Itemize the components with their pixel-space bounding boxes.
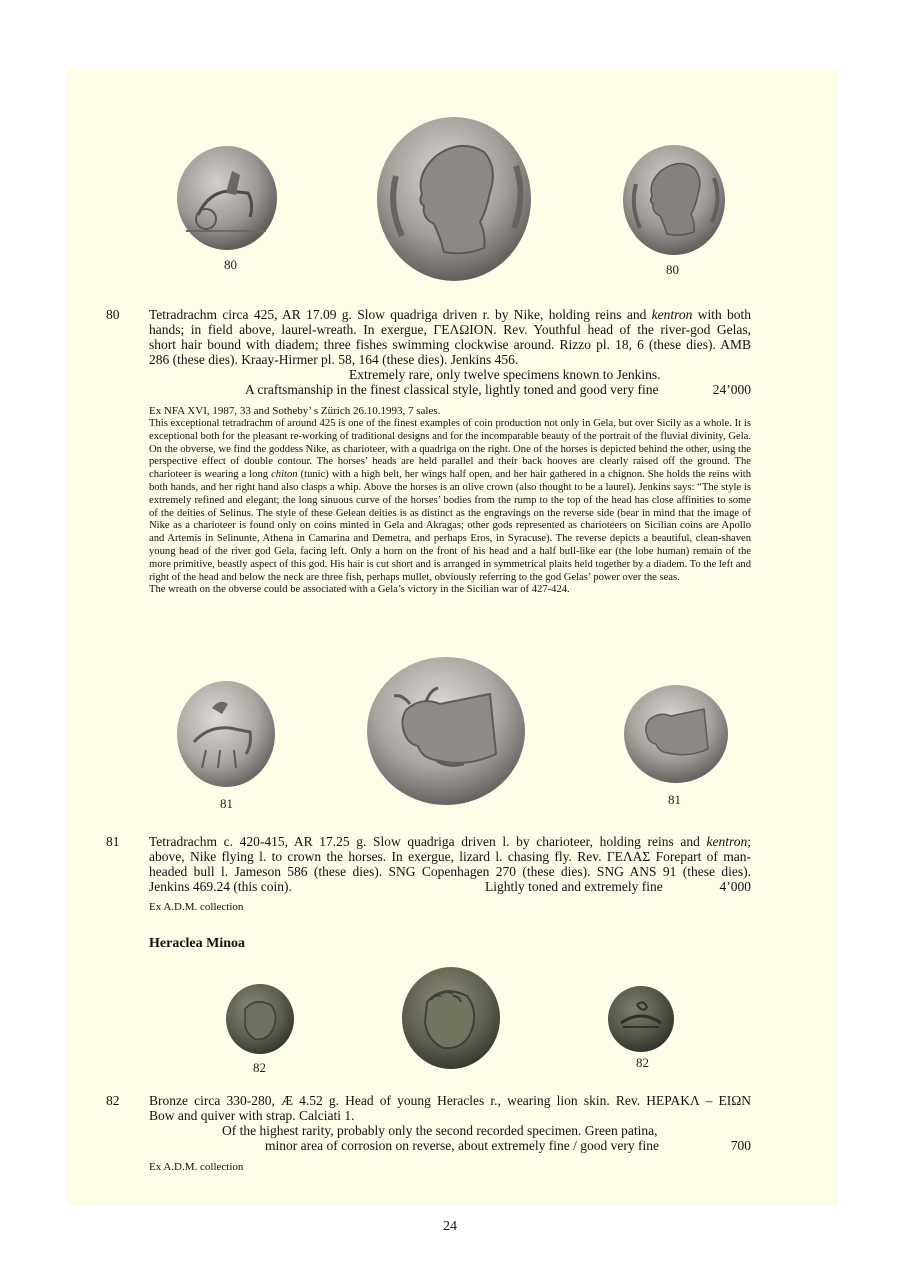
lot-82-number: 82 — [106, 1093, 120, 1108]
lot-82-rarity: Of the highest rarity, probably only the second recorded specimen. Green patina, — [222, 1123, 658, 1138]
lot-81-provenance: Ex A.D.M. collection — [149, 901, 244, 913]
lot-80-rarity: Extremely rare, only twelve specimens known to Jenkins. — [349, 367, 661, 382]
coin-80-reverse-image — [622, 144, 726, 256]
lot-82-description: Bronze circa 330-280, Æ 4.52 g. Head of young Heracles r., wearing lion skin. Rev. ΗΕΡΑΚΛ – ΕΙΩΝ Bow and quiver with strap. Calciati 1. — [149, 1093, 751, 1123]
lot-80-note: This exceptional tetradrachm of around 425 is one of the finest examples of coin production not only in Gela, but over Sicily as a whole. It is exceptional both for the pleasant re-working of traditional designs and for the incomparable beauty of the portrait of the fluvial divinity, Gela. On the obverse, we find the goddess Nike, as charioteer, with a quadriga on the right. One of the horses is depicted behind the other, using the perspective effect of double contour. The horses’ heads are held parallel and their back hooves are clearly raised off the ground. The charioteer is wearing a long chiton (tunic) with a high belt, her wings half open, and her hair gathered in a chignon. She holds the reins with both hands, and her right hand also clasps a whip. Above the horses is an olive crown (also thought to be a laurel). Jenkins says: “The style is extremely refined and elegant; the long sinuous curve of the horses’ bodies from the rump to the top of the head has close affinities to some of the deities of Selinus. The style of these Gelean deities is as distinct as the engravings on the reverse side (bear in mind that the image of Nike as a charioteer is found only on coins minted in Gela and Akragas; other gods represented as charioteers on Sicilian coins are Apollo and Artemis in Selinunte, Athena in Camarina and Demetra, and perhaps Eros, in Syracuse). The reverse depicts a beautiful, clean-shaven young head of the river god Gela, facing left. Only a horn on the front of his head and a half bull-like ear (the lobe human) remain of the more primitive, beastly aspect of this god. His hair is cut short and is arranged in symmetrical plaits held together by a diadem. To the left and right of the head and below the neck are three fish, perhaps mullet, obviously referring to the god Gelas’ power over the seas. The wreath on the obverse could be associated with a Gela’s victory in the Sicilian war of 427-424. — [149, 418, 752, 596]
coin-80-obverse-label: 80 — [224, 257, 237, 272]
lot-81-price: 4’000 — [719, 879, 751, 894]
coin-81-reverse-large-image — [366, 656, 526, 806]
coin-80-reverse-large-image — [376, 116, 532, 282]
lot-80-provenance: Ex NFA XVI, 1987, 33 and Sotheby’ s Zürich 26.10.1993, 7 sales. — [149, 405, 441, 417]
lot-82-price: 700 — [730, 1138, 751, 1153]
page-number: 24 — [443, 1219, 457, 1234]
coin-80-obverse-image — [176, 145, 278, 251]
lot-81-grade: Lightly toned and extremely fine — [485, 879, 663, 894]
coin-82-reverse-label: 82 — [636, 1055, 649, 1070]
coin-82-obverse-large-image — [401, 966, 501, 1070]
lot-82-provenance: Ex A.D.M. collection — [149, 1161, 244, 1173]
coin-81-reverse-image — [623, 684, 729, 784]
lot-81-number: 81 — [106, 834, 120, 849]
lot-81-description: Tetradrachm c. 420-415, AR 17.25 g. Slow quadriga driven l. by charioteer, holding reins and kentron; above, Nike flying l. to crown the horses. In exergue, lizard l. chasing fly. Rev. ΓΕΛΑΣ Forepart of man- headed bull l. Jameson 586 (these dies). SNG Copenhagen 270 (these dies). SNG ANS 91 (these dies). Jenkins 469.24 (this coin). — [149, 834, 751, 894]
lot-82-grade: minor area of corrosion on reverse, about extremely fine / good very fine — [265, 1138, 659, 1153]
coin-82-obverse-image — [225, 983, 295, 1055]
lot-80-price: 24’000 — [712, 382, 751, 397]
coin-81-obverse-label: 81 — [220, 796, 233, 811]
section-heading: Heraclea Minoa — [149, 936, 246, 951]
lot-80-description: Tetradrachm circa 425, AR 17.09 g. Slow quadriga driven r. by Nike, holding reins and kentron with both hands; in field above, laurel-wreath. In exergue, ΓΕΛΩΙΟΝ. Rev. Youthful head of the river-god Gelas, short hair bound with diadem; three fishes swimming clockwise around. Rizzo pl. 18, 6 (these dies). AMB 286 (these dies). Kraay-Hirmer pl. 58, 164 (these dies). Jenkins 456. — [149, 307, 752, 367]
lot-80-grade: A craftsmanship in the finest classical style, lightly toned and good very fine — [245, 382, 659, 397]
coin-81-obverse-image — [176, 680, 276, 788]
coin-82-obverse-label: 82 — [253, 1060, 266, 1075]
coin-80-reverse-label: 80 — [666, 262, 679, 277]
lot-80-number: 80 — [106, 307, 120, 322]
coin-81-reverse-label: 81 — [668, 792, 681, 807]
coin-82-reverse-image — [607, 985, 675, 1053]
